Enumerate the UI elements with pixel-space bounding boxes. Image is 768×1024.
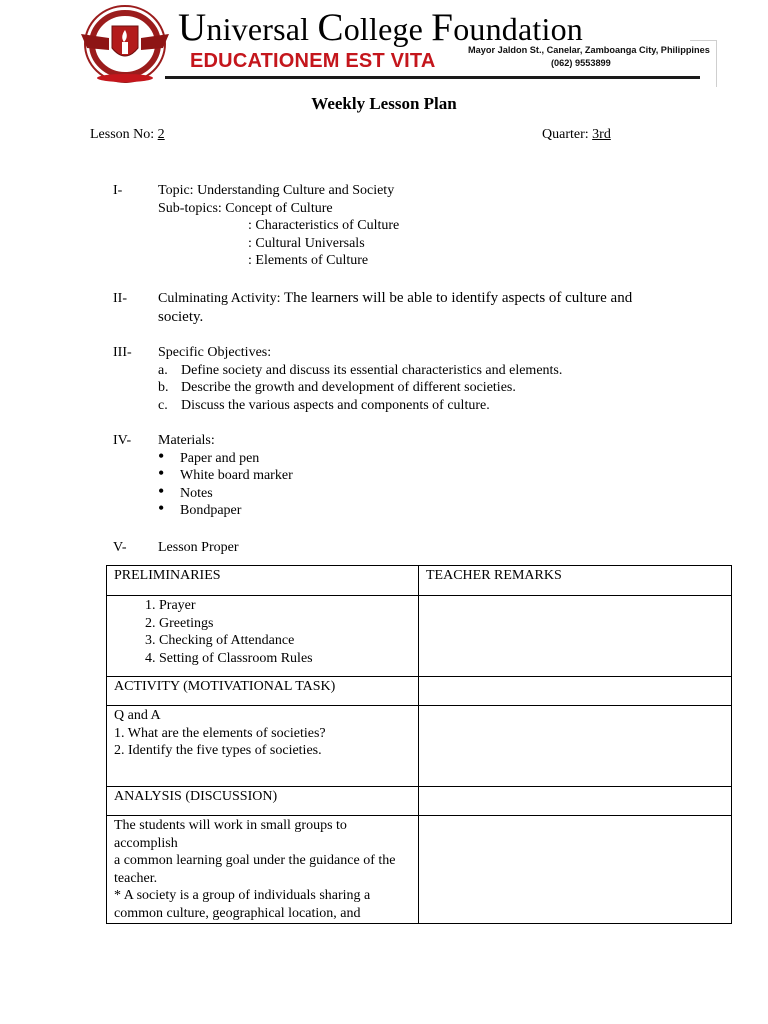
section-number: III- [113,345,132,360]
objective-item: b. Describe the growth and development of different societies. [158,380,516,396]
document-title: Weekly Lesson Plan [311,94,457,113]
section-number: II- [113,291,127,306]
subtopic-item: : Cultural Universals [248,235,365,251]
activity-line: Q and A [114,708,161,723]
culminating-label: Culminating Activity: [158,291,284,306]
material-item: • White board marker [158,467,558,485]
teacher-remarks-header: TEACHER REMARKS [419,566,732,596]
culminating-text: The learners will be able to identify aspects of culture and [284,290,633,306]
activity-line: 2. Identify the five types of societies. [114,743,322,759]
table-row [107,566,732,596]
subtopics-line: Sub-topics: Concept of Culture [158,200,333,216]
remarks-cell [419,706,732,787]
lesson-proper-label: Lesson Proper [158,540,239,555]
preliminaries-header: PRELIMINARIES [107,566,419,596]
activity-cell [107,706,419,787]
analysis-cell [107,816,419,924]
analysis-line: * A society is a group of individuals sharing a [114,888,371,904]
table-row [107,787,732,816]
quarter-value: 3rd [592,127,611,142]
objective-item: c. Discuss the various aspects and components of culture. [158,397,490,413]
materials-list [158,450,558,520]
quarter [542,126,611,144]
lesson-proper-table [106,565,732,924]
analysis-line: The students will work in small groups to accomplish [114,818,347,851]
culminating-activity [158,288,658,327]
school-address: Mayor Jaldon St., Canelar, Zamboanga City, Philippines [468,45,710,55]
list-item: 1. Prayer [159,597,411,615]
table-row [107,706,732,787]
section-topic [158,182,638,270]
objective-item: a. Define society and discuss its essential characteristics and elements. [158,362,563,378]
section-number: I- [113,183,123,198]
subtopic-item: : Characteristics of Culture [248,218,400,234]
header-divider [165,76,700,79]
quarter-label: Quarter: [542,127,593,142]
materials-label: Materials: [158,433,215,448]
objectives-label: Specific Objectives: [158,345,272,360]
topic-line: Topic: Understanding Culture and Society [158,183,395,198]
lesson-number-label: Lesson No: [90,127,158,142]
preliminaries-cell [107,596,419,677]
school-name: Universal College Foundation [178,6,583,49]
lesson-number [90,126,165,144]
remarks-cell [419,596,732,677]
school-phone: (062) 9553899 [551,58,611,68]
remarks-cell [419,677,732,706]
table-row [107,677,732,706]
analysis-line: a common learning goal under the guidance of the [114,853,396,869]
analysis-header: ANALYSIS (DISCUSSION) [107,787,419,816]
culminating-text-cont: society. [158,309,204,325]
material-item: • Paper and pen [158,450,558,468]
remarks-cell [419,816,732,924]
material-item: • Notes [158,485,558,503]
activity-line: 1. What are the elements of societies? [114,725,326,741]
list-item: 3. Checking of Attendance [159,632,411,650]
subtopic-item: : Elements of Culture [248,253,369,269]
analysis-line: teacher. [114,870,158,886]
lesson-number-value: 2 [157,127,165,142]
table-row [107,596,732,677]
table-row [107,816,732,924]
material-item: • Bondpaper [158,502,558,520]
remarks-cell [419,787,732,816]
preliminaries-list [114,597,411,667]
school-motto: EDUCATIONEM EST VITA [190,50,436,72]
list-item: 2. Greetings [159,615,411,633]
analysis-line: common culture, geographical location, and [114,905,361,921]
specific-objectives [158,344,678,414]
school-seal-logo [79,4,171,84]
materials [158,432,558,520]
activity-header: ACTIVITY (MOTIVATIONAL TASK) [107,677,419,706]
header-frame-line [690,40,717,87]
list-item: 4. Setting of Classroom Rules [159,650,411,668]
section-number: V- [113,540,127,555]
section-number: IV- [113,433,132,448]
